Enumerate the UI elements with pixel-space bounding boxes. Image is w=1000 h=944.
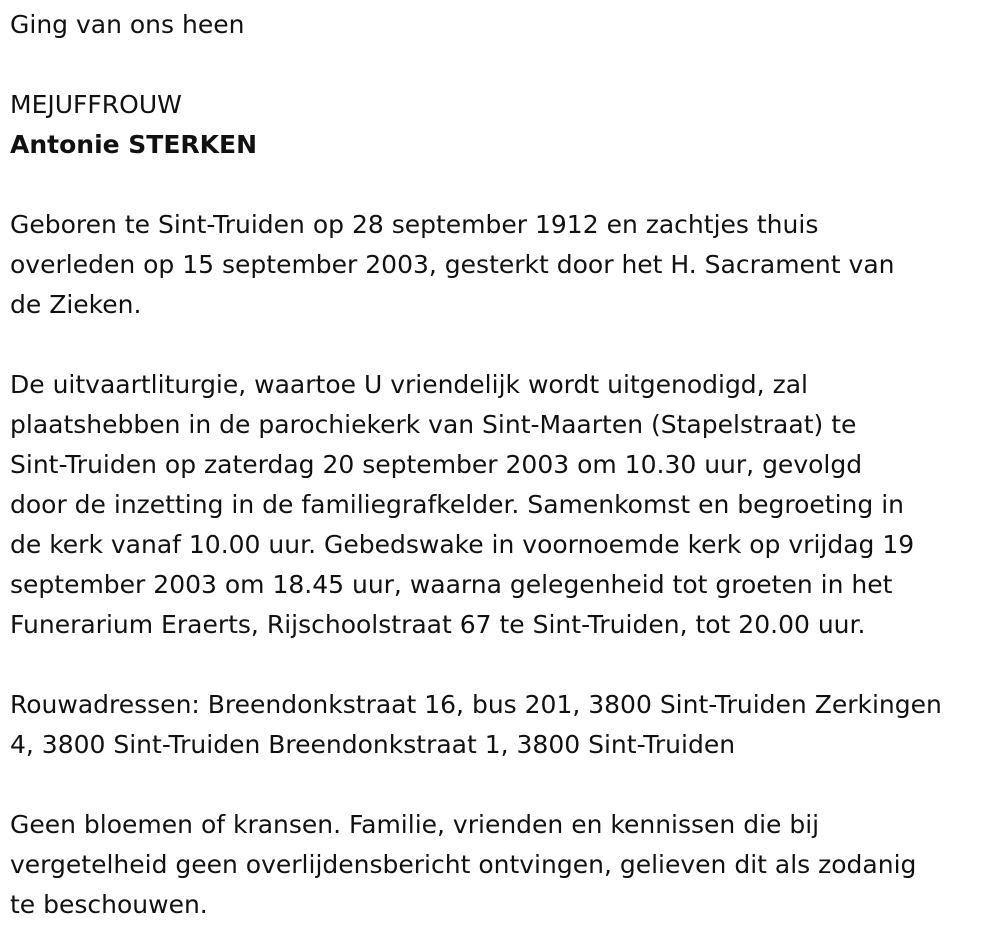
- paragraph-line: 4, 3800 Sint-Truiden Breendonkstraat 1, 3800 Sint-Truiden: [10, 730, 736, 759]
- paragraph-line: Sint-Truiden op zaterdag 20 september 2003 om 10.30 uur, gevolgd: [10, 450, 863, 479]
- deceased-name: Antonie STERKEN: [10, 130, 258, 159]
- spacer: [10, 45, 995, 85]
- flowers-paragraph: [10, 805, 995, 925]
- obituary-notice: [10, 5, 995, 925]
- paragraph-line: de Zieken.: [10, 290, 142, 319]
- honorific-title: MEJUFFROUW: [10, 90, 182, 119]
- spacer: [10, 165, 995, 205]
- spacer: [10, 645, 995, 685]
- paragraph-line: de kerk vanaf 10.00 uur. Gebedswake in voornoemde kerk op vrijdag 19: [10, 530, 915, 559]
- paragraph-line: vergetelheid geen overlijdensbericht ontvingen, gelieven dit als zodanig: [10, 850, 917, 879]
- spacer: [10, 325, 995, 365]
- addresses-paragraph: [10, 685, 995, 765]
- paragraph-line: overleden op 15 september 2003, gesterkt door het H. Sacrament van: [10, 250, 895, 279]
- paragraph-line: te beschouwen.: [10, 890, 208, 919]
- paragraph-line: september 2003 om 18.45 uur, waarna gelegenheid tot groeten in het: [10, 570, 893, 599]
- paragraph-line: door de inzetting in de familiegrafkelder. Samenkomst en begroeting in: [10, 490, 904, 519]
- funeral-paragraph: [10, 365, 995, 645]
- birth-paragraph: [10, 205, 995, 325]
- paragraph-line: Rouwadressen: Breendonkstraat 16, bus 201, 3800 Sint-Truiden Zerkingen: [10, 690, 942, 719]
- intro-line: Ging van ons heen: [10, 10, 245, 39]
- paragraph-line: plaatshebben in de parochiekerk van Sint-Maarten (Stapelstraat) te: [10, 410, 857, 439]
- paragraph-line: De uitvaartliturgie, waartoe U vriendelijk wordt uitgenodigd, zal: [10, 370, 808, 399]
- paragraph-line: Geen bloemen of kransen. Familie, vrienden en kennissen die bij: [10, 810, 820, 839]
- paragraph-line: Geboren te Sint-Truiden op 28 september 1912 en zachtjes thuis: [10, 210, 819, 239]
- paragraph-line: Funerarium Eraerts, Rijschoolstraat 67 te Sint-Truiden, tot 20.00 uur.: [10, 610, 866, 639]
- spacer: [10, 765, 995, 805]
